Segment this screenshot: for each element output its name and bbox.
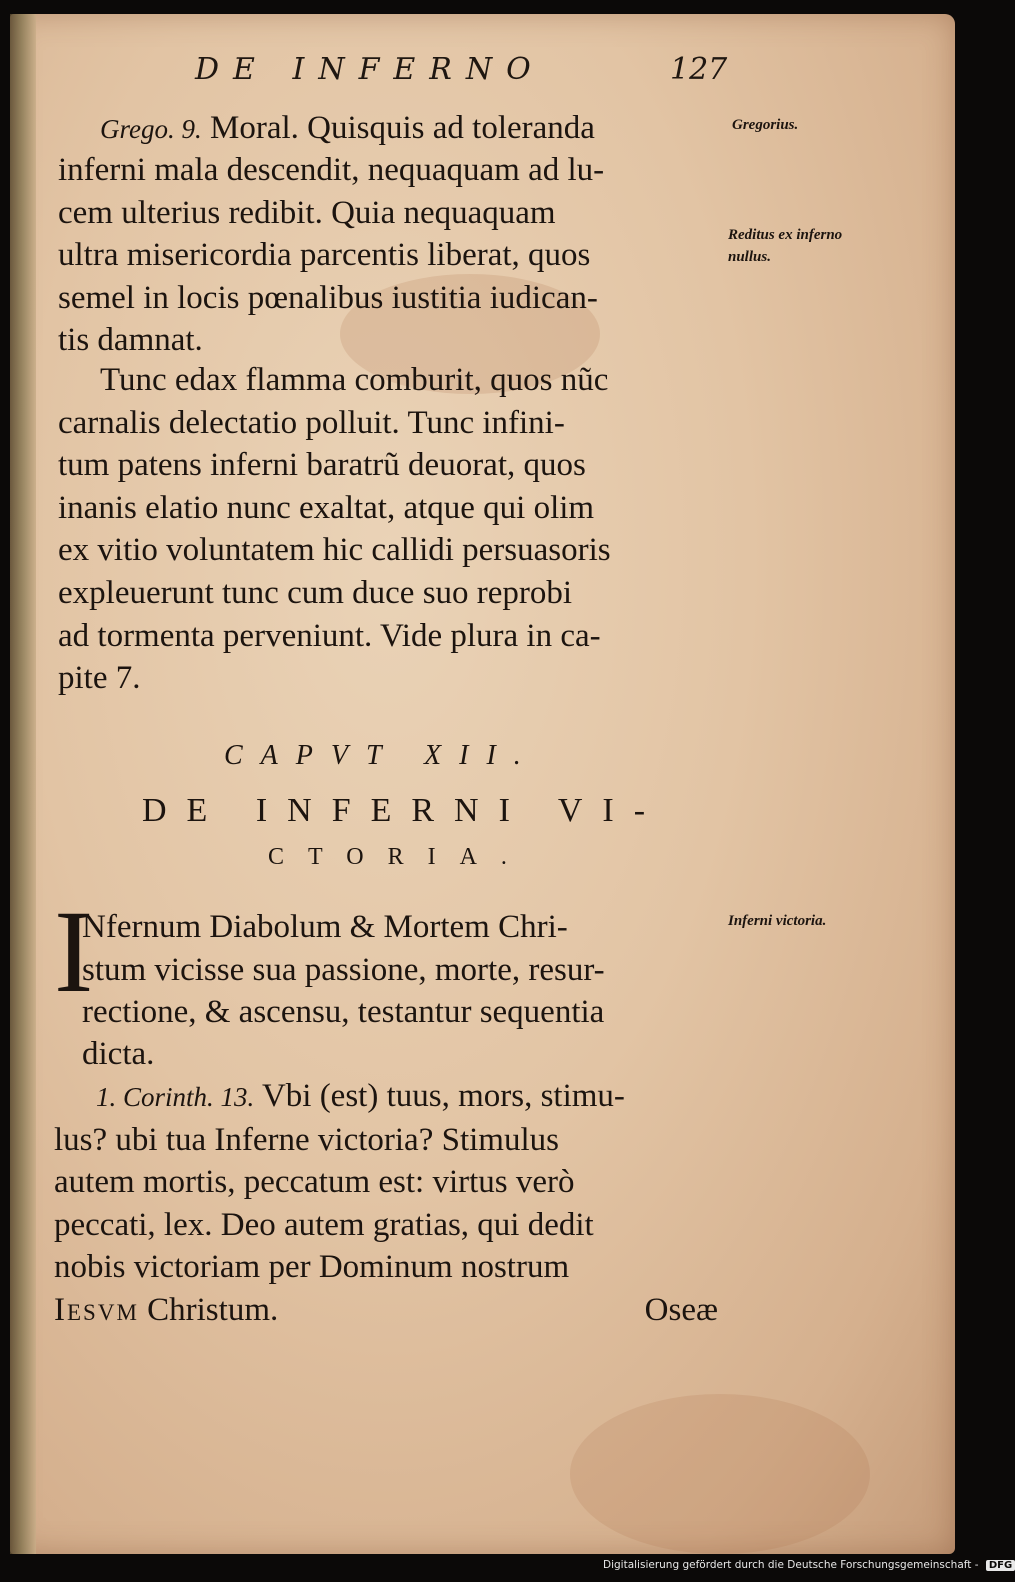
- catchword: Oseæ: [644, 1291, 718, 1328]
- text-line: peccati, lex. Deo autem gratias, qui dedit: [54, 1206, 594, 1243]
- paragraph-3: [82, 906, 718, 1034]
- digitization-credit: [603, 1559, 1015, 1571]
- text-line: stum vicisse sua passione, morte, resur-: [82, 951, 605, 988]
- paragraph-3-last-line: [82, 1033, 718, 1076]
- paper-stain: [570, 1394, 870, 1554]
- drop-capital: I: [54, 886, 94, 1017]
- text-line: tis damnat.: [58, 322, 203, 359]
- text-fragment: Vbi (est) tuus, mors, stimu-: [261, 1078, 625, 1114]
- text-line: semel in locis pœnalibus iustitia iudican-: [58, 279, 598, 316]
- chapter-title-line-2: CTORIA.: [268, 844, 531, 870]
- text-line: expleuerunt tunc cum duce suo reprobi: [58, 574, 573, 611]
- text-line: Nfernum Diabolum & Mortem Chri-: [82, 909, 568, 945]
- text-fragment: Christum.: [147, 1291, 279, 1328]
- text-line: [54, 1289, 718, 1332]
- marginal-note-gregorius: Gregorius.: [732, 117, 799, 133]
- text-line: pite 7.: [58, 660, 141, 697]
- book-page: [10, 14, 955, 1554]
- text-line: rectione, & ascensu, testantur sequentia: [82, 994, 605, 1031]
- book-spine-edge: [10, 14, 36, 1554]
- chapter-number: CAPVT XII.: [224, 740, 539, 771]
- marginal-note-reditus: Reditus ex inferno nullus.: [728, 227, 843, 265]
- paragraph-1-first-line: [100, 110, 720, 147]
- text-line: carnalis delectatio polluit. Tunc infini-: [58, 404, 565, 441]
- small-caps-name: Iesvm: [54, 1291, 139, 1328]
- text-line: autem mortis, peccatum est: virtus verò: [54, 1164, 575, 1201]
- chapter-title-line-1: DE INFERNI VI-: [142, 792, 666, 829]
- page-number: 127: [670, 52, 728, 87]
- text-line: dicta.: [82, 1036, 155, 1072]
- running-title: DE INFERNO: [195, 52, 545, 87]
- text-line: Moral. Quisquis ad toleranda: [210, 110, 595, 146]
- dfg-logo: DFG: [986, 1560, 1015, 1571]
- paragraph-2: [58, 359, 722, 700]
- text-line: inferni mala descendit, nequaquam ad lu-: [58, 152, 605, 188]
- text-line: [54, 1075, 718, 1119]
- text-line: tum patens inferni baratrũ deuorat, quos: [58, 447, 586, 484]
- text-line: lus? ubi tua Inferne victoria? Stimulus: [54, 1121, 559, 1158]
- citation-corinthians: 1. Corinth. 13.: [96, 1082, 255, 1112]
- text-line: ad tormenta perveniunt. Vide plura in ca-: [58, 617, 601, 654]
- text-line: nobis victoriam per Dominum nostrum: [54, 1249, 570, 1286]
- paragraph-4: [54, 1075, 718, 1332]
- marginal-note-victoria: Inferni victoria.: [728, 913, 827, 929]
- credit-text: Digitalisierung gefördert durch die Deutsche Forschungsgemeinschaft -: [603, 1559, 979, 1571]
- citation-gregorius: Grego. 9.: [100, 114, 202, 144]
- text-line: ex vitio voluntatem hic callidi persuasoris: [58, 532, 611, 569]
- text-line: cem ulterius redibit. Quia nequaquam: [58, 194, 556, 231]
- text-line: inanis elatio nunc exaltat, atque qui olim: [58, 489, 595, 526]
- text-line: ultra misericordia parcentis liberat, quos: [58, 237, 591, 274]
- text-line: Tunc edax flamma comburit, quos nũc: [100, 362, 609, 398]
- paragraph-1: [58, 149, 722, 362]
